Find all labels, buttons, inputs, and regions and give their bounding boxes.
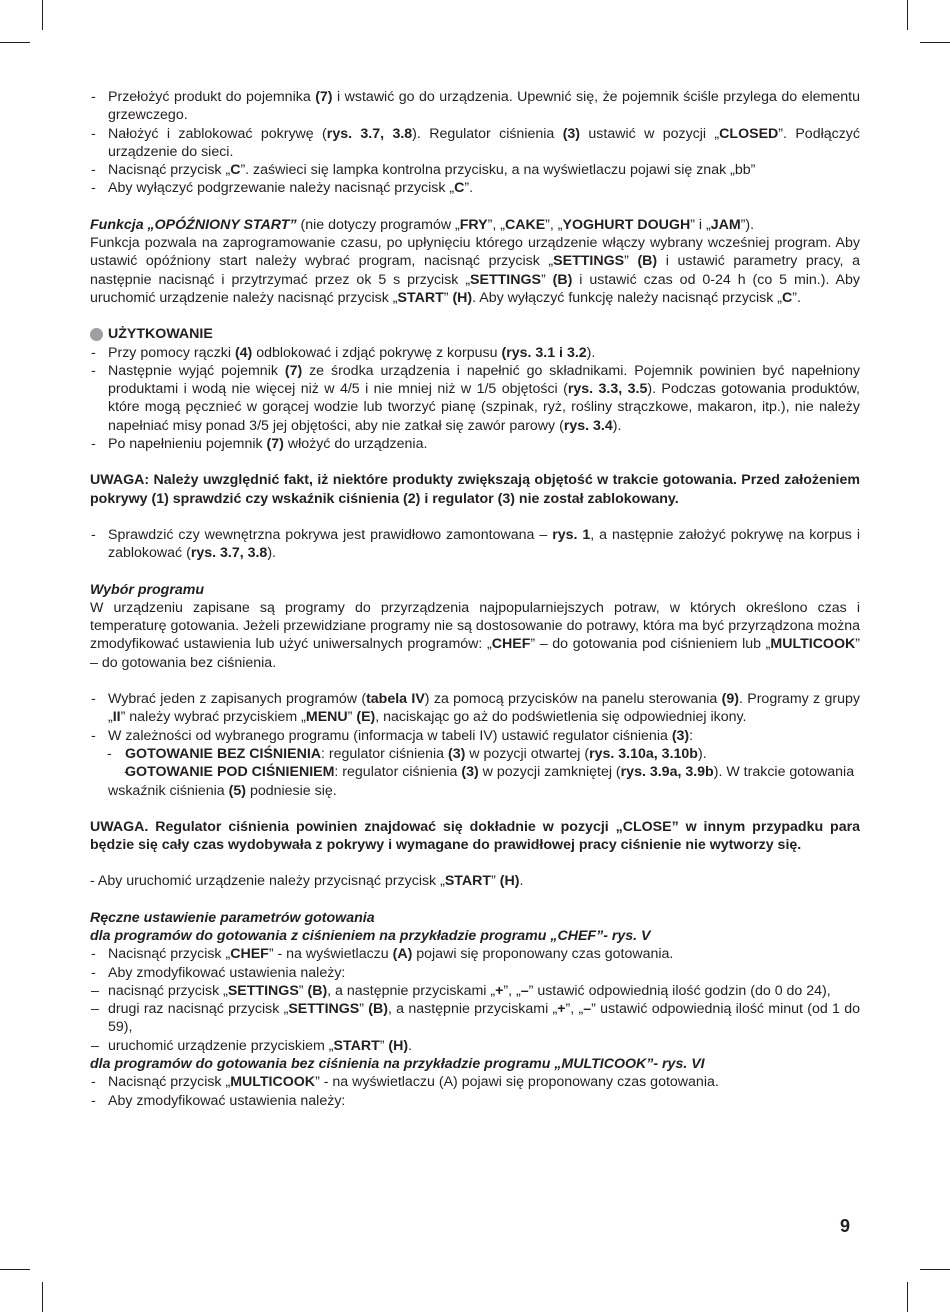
crop-mark	[907, 1282, 908, 1312]
delay-start-paragraph: Funkcja pozwala na zaprogramowanie czasu, po upłynięciu którego urządzenie włączy wybrany wcześniej program. Aby ustawić opóźniony start należy wybrać program, nacisnąć przycisk „SETTINGS” (B) i ustawić parametry pracy, a następnie nacisnąć i przytrzymać przez ok 5 s przycisk „SETTINGS” (B) i ustawić czas od 0-24 h (co 5 min.). Aby uruchomić urządzenie należy nacisnąć przycisk „START” (H). Aby wyłączyć funkcję należy nacisnąć przycisk „C”.	[90, 235, 860, 306]
list-item: - Sprawdzić czy wewnętrzna pokrywa jest prawidłowo zamontowana – rys. 1, a następnie założyć pokrywę na korpus i zablokować (rys. 3.7, 3.8).	[90, 526, 860, 563]
manual-subheading: dla programów do gotowania z ciśnieniem na przykładzie programu „CHEF”- rys. V	[90, 927, 651, 944]
list-item: - Przełożyć produkt do pojemnika (7) i wstawić go do urządzenia. Upewnić się, że pojemnik ściśle przylega do elementu grzewczego.	[90, 88, 860, 125]
crop-mark	[0, 1269, 30, 1270]
list-item: - Następnie wyjąć pojemnik (7) ze środka urządzenia i napełnić go składnikami. Pojemnik powinien być napełniony produktami i wodą nie więcej niż w 4/5 i nie mniej niż w 1/5 objętości (rys. 3.3, 3.5). Podczas gotowania produktów, które mogą pęcznieć w gorącej wodzie lub tworzyć pianę (szpinak, ryż, rośliny strączkowe, makaron, itp.), nie należy napełniać misy ponad 3/5 jej objętości, aby nie zatkał się zawór parowy (rys. 3.4).	[90, 362, 860, 435]
usage-list	[90, 344, 860, 454]
manual-subheading: dla programów do gotowania bez ciśnienia na przykładzie programu „MULTICOOK”- rys. VI	[90, 1056, 705, 1073]
program-paragraph: W urządzeniu zapisane są programy do przyrządzenia najpopularniejszych potraw, w których określono czas i temperaturę gotowania. Jeżeli przewidziane programy nie są dostosowanie do potrawy, która ma być przyrządzona można zmodyfikować ustawienia lub użyć uniwersalnych programów: „CHEF” – do gotowania pod ciśnieniem lub „MULTICOOK” – do gotowania bez ciśnienia.	[90, 599, 860, 671]
list-item: - Po napełnieniu pojemnik (7) włożyć do urządzenia.	[90, 435, 860, 453]
manual-list	[90, 945, 860, 1055]
manual-list-2	[90, 1073, 860, 1110]
list-item: - Nałożyć i zablokować pokrywę (rys. 3.7, 3.8). Regulator ciśnienia (3) ustawić w pozycji „CLOSED”. Podłączyć urządzenie do sieci.	[90, 125, 860, 162]
crop-mark	[920, 42, 950, 43]
list-item: – drugi raz nacisnąć przycisk „SETTINGS” (B), a następnie przyciskami „+”, „–” ustawić odpowiednią ilość minut (od 1 do 59),	[90, 1000, 860, 1037]
list-item: - Aby zmodyfikować ustawienia należy:	[90, 1092, 860, 1110]
list-item: - Nacisnąć przycisk „CHEF” - na wyświetlaczu (A) pojawi się proponowany czas gotowania.	[90, 945, 860, 963]
crop-mark	[907, 0, 908, 30]
crop-mark	[920, 1269, 950, 1270]
crop-mark	[0, 42, 30, 43]
start-instruction: - Aby uruchomić urządzenie należy przycisnąć przycisk „START” (H).	[90, 873, 524, 890]
delay-start-heading: Funkcja „OPÓŹNIONY START” (nie dotyczy programów „FRY”, „CAKE”, „YOGHURT DOUGH” i „JAM”).	[90, 216, 755, 233]
program-list	[90, 690, 860, 800]
list-item: - Aby zmodyfikować ustawienia należy:	[90, 964, 860, 982]
list-item: - Wybrać jeden z zapisanych programów (tabela IV) za pomocą przycisków na panelu sterowania (9). Programy z grupy „II” należy wybrać przyciskiem „MENU” (E), naciskając go aż do podświetlenia się odpowiedniej ikony.	[90, 690, 860, 727]
crop-mark	[42, 0, 43, 30]
section-heading	[90, 325, 860, 343]
warning-note: UWAGA: Należy uwzględnić fakt, iż niektóre produkty zwiększają objętość w trakcie gotowania. Przed założeniem pokrywy (1) sprawdzić czy wskaźnik ciśnienia (2) i regulator (3) nie został zablokowany.	[90, 472, 860, 507]
page-content	[90, 88, 860, 1110]
section-title: UŻYTKOWANIE	[108, 326, 213, 343]
list-item: - Nacisnąć przycisk „C”. zaświeci się lampka kontrolna przycisku, a na wyświetlaczu pojawi się znak „bb”	[90, 161, 860, 179]
crop-mark	[42, 1282, 43, 1312]
sub-list-item: - GOTOWANIE BEZ CIŚNIENIA: regulator ciśnienia (3) w pozycji otwartej (rys. 3.10a, 3.10b).	[90, 745, 860, 763]
program-heading: Wybór programu	[90, 581, 205, 598]
sub-list-item: - GOTOWANIE POD CIŚNIENIEM: regulator ciśnienia (3) w pozycji zamkniętej (rys. 3.9a, 3.9b). W trakcie gotowania wskaźnik ciśnienia (5) podniesie się.	[90, 763, 860, 800]
list-item: – uruchomić urządzenie przyciskiem „START” (H).	[90, 1037, 860, 1055]
bullet-circle-icon	[90, 328, 103, 341]
manual-heading: Ręczne ustawienie parametrów gotowania	[90, 909, 375, 926]
list-item: - W zależności od wybranego programu (informacja w tabeli IV) ustawić regulator ciśnienia (3):	[90, 727, 860, 745]
warning-note: UWAGA. Regulator ciśnienia powinien znajdować się dokładnie w pozycji „CLOSE” w innym przypadku para będzie się cały czas wydobywała z pokrywy i wymagane do prawidłowej pracy ciśnienie nie wytworzy się.	[90, 818, 860, 854]
page-number: 9	[840, 1216, 851, 1236]
list-item: - Aby wyłączyć podgrzewanie należy nacisnąć przycisk „C”.	[90, 179, 860, 197]
list-item: - Przy pomocy rączki (4) odblokować i zdjąć pokrywę z korpusu (rys. 3.1 i 3.2).	[90, 344, 860, 362]
list-item: - Nacisnąć przycisk „MULTICOOK” - na wyświetlaczu (A) pojawi się proponowany czas gotowania.	[90, 1073, 860, 1091]
list-item: – nacisnąć przycisk „SETTINGS” (B), a następnie przyciskami „+”, „–” ustawić odpowiednią ilość godzin (do 0 do 24),	[90, 982, 860, 1000]
intro-list	[90, 88, 860, 198]
